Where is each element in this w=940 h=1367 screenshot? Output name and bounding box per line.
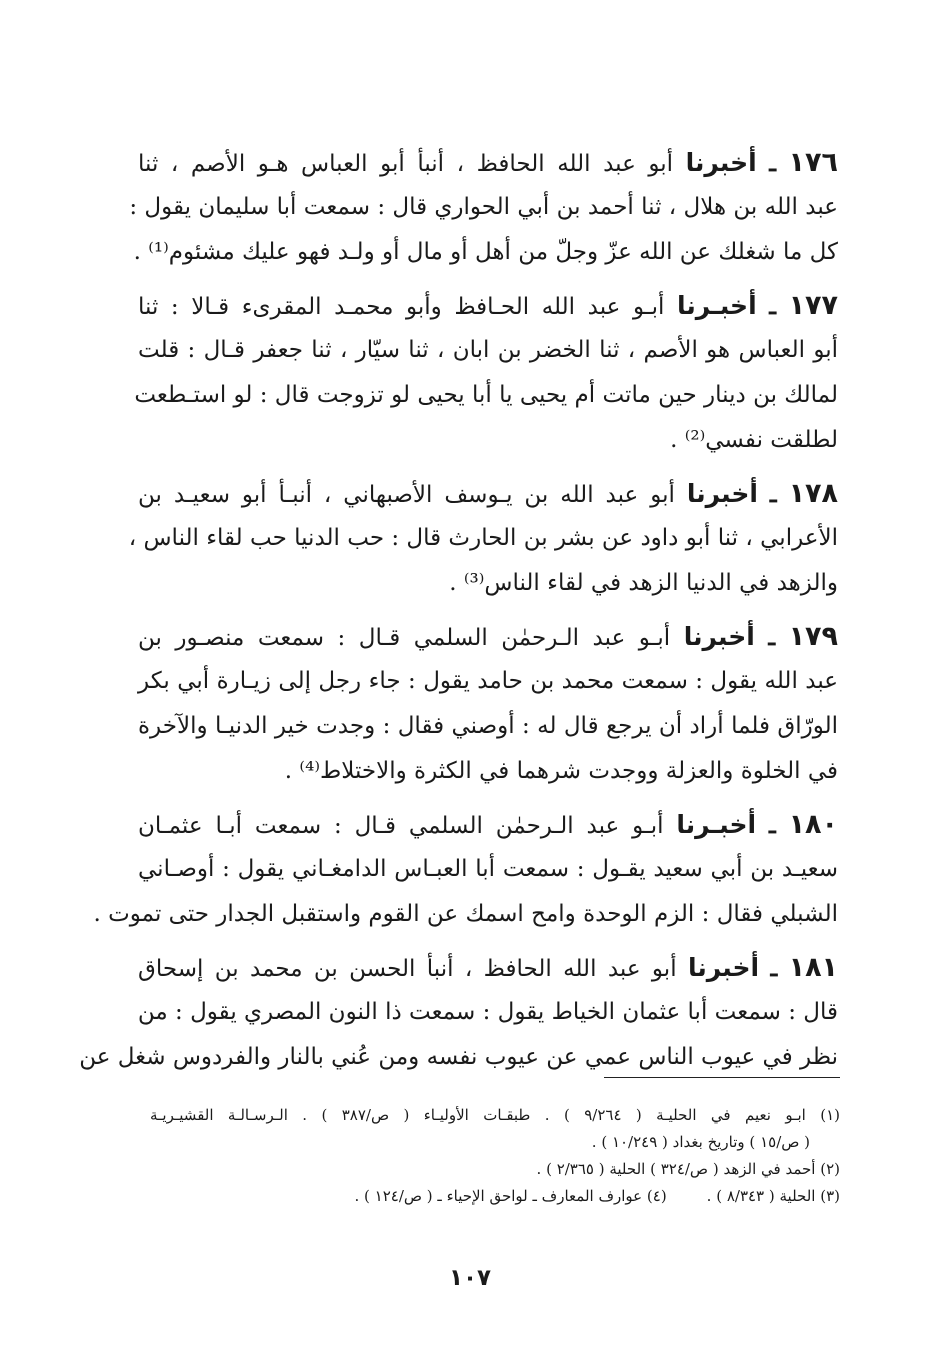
text-line: لطلقت نفسي⁽²⁾ . <box>670 427 838 453</box>
footnotes <box>150 1102 840 1210</box>
text-line: لمالك بن دينار حين ماتت أم يحيى يا أبا يحيى لو تزوجت قال : لو استـطعت <box>134 382 838 408</box>
line-text: أبو عبد الله بن يـوسف الأصبهاني ، أنبـأ أبو سعيـد بن <box>138 482 675 508</box>
entry-keyword: أخبرنا <box>686 479 758 508</box>
entry-keyword: أخبرنا <box>687 953 760 982</box>
entry-number: ١٧٦ <box>788 147 838 178</box>
hadith-entry-179 <box>138 614 838 794</box>
footnote-1-continued: ( ص/١٥ ) وتاريخ بغداد ( ١٠/٢٤٩ ) . <box>591 1133 810 1151</box>
hadith-entry-176 <box>129 140 838 275</box>
text-line: قال : سمعت أبا عثمان الخياط يقول : سمعت ذا النون المصري يقول : من <box>137 999 838 1025</box>
footnote-separator <box>604 1077 840 1078</box>
line-text: أبـو عبد الـرحمٰن السلمي قـال : سمعت أبـا عثمـان <box>138 813 664 839</box>
entry-keyword: أخبـرنا <box>676 810 757 839</box>
text-line: ١٨٠ ـ أخبـرنا أبـو عبد الـرحمٰن السلمي قـال : سمعت أبـا عثمـان <box>138 809 839 840</box>
page-number: ١٠٧ <box>448 1265 492 1291</box>
entry-keyword: أخبرنا <box>685 148 757 177</box>
text-line: سعيـد بن أبي سعيد يقـول : سمعت أبا العبـاس الدامغـاني يقول : أوصـاني <box>138 856 838 882</box>
line-text: أبو عبد الله الحافظ ، أنبأ الحسن بن محمد بن إسحاق <box>138 956 677 982</box>
footnote-2: (٢) أحمد في الزهد ( ص/٣٢٤ ) الحلية ( ٢/٣٦٥ ) . <box>536 1160 840 1178</box>
footnote-4: (٤) عوارف المعارف ـ لواحق الإحياء ـ ( ص/١٢٤ ) . <box>354 1187 667 1205</box>
text-line: نظر في عيوب الناس عمي عن عيوب نفسه ومن عُني بالنار والفردوس شغل عن <box>79 1044 838 1070</box>
entry-keyword: أخبـرنا <box>676 291 757 320</box>
text-line: أبو العباس هو الأصم ، ثنا الخضر بن ابان ، ثنا سيّار ، ثنا جعفر قـال : قلت <box>138 337 838 363</box>
text-line: الأعرابي ، ثنا أبو داود عن بشر بن الحارث قال : حب الدنيا حب لقاء الناس ، <box>128 525 838 551</box>
text-line: ١٧٧ ـ أخبـرنا أبـو عبد الله الحـافظ وأبو محمـد المقرىء قـالا : ثنا <box>138 290 839 321</box>
hadith-entry-178 <box>128 471 839 606</box>
line-text: أبـو عبد الـرحمٰن السلمي قـال : سمعت منصـور بن <box>138 625 671 651</box>
hadith-entry-177 <box>134 283 839 463</box>
text-line: ١٧٦ ـ أخبرنا أبو عبد الله الحافظ ، أنبأ أبو العباس هـو الأصم ، ثنا <box>138 147 838 178</box>
entry-keyword: أخبرنا <box>683 622 755 651</box>
line-text: أبـو عبد الله الحـافظ وأبو محمـد المقرىء قـالا : ثنا <box>138 294 665 320</box>
text-line: ١٧٨ ـ أخبرنا أبو عبد الله بن يـوسف الأصبهاني ، أنبـأ أبو سعيـد بن <box>138 478 839 509</box>
text-line: الورّاق فلما أراد أن يرجع قال له : أوصني فقال : وجدت خير الدنيـا والآخرة <box>138 713 838 739</box>
text-line: ١٧٩ ـ أخبرنا أبـو عبد الـرحمٰن السلمي قـال : سمعت منصـور بن <box>138 621 839 652</box>
text-line: ١٨١ ـ أخبرنا أبو عبد الله الحافظ ، أنبأ الحسن بن محمد بن إسحاق <box>138 952 839 983</box>
text-line: والزهد في الدنيا الزهد في لقاء الناس⁽³⁾ . <box>449 570 838 596</box>
entry-number: ١٧٧ <box>788 290 839 321</box>
hadith-entry-181 <box>79 945 839 1080</box>
text-line: عبد الله بن هلال ، ثنا أحمد بن أبي الحواري قال : سمعت أبا سليمان يقول : <box>129 194 838 220</box>
text-line: الشبلي فقال : الزم الوحدة وامح اسمك عن القوم واستقبل الجدار حتى تموت . <box>93 901 838 927</box>
entry-number: ١٨١ <box>788 952 839 983</box>
footnote-3: (٣) الحلية ( ٨/٣٤٣ ) . <box>706 1187 840 1205</box>
entry-number: ١٧٩ <box>788 621 839 652</box>
footnote-3-4-row <box>150 1183 840 1210</box>
entry-number: ١٧٨ <box>788 478 839 509</box>
text-line: كل ما شغلك عن الله عزّ وجلّ من أهل أو مال أو ولـد فهو عليك مشئوم⁽¹⁾ . <box>133 239 838 265</box>
text-line: عبد الله يقول : سمعت محمد بن حامد يقول : جاء رجل إلى زيـارة أبي بكر <box>138 668 838 694</box>
line-text: أبو عبد الله الحافظ ، أنبأ أبو العباس هـو الأصم ، ثنا <box>138 151 674 177</box>
entry-number: ١٨٠ <box>788 809 839 840</box>
hadith-entry-180 <box>93 802 839 937</box>
main-text <box>79 140 839 1088</box>
footnote-1: (١) ابـو نعيم في الحليـة ( ٩/٢٦٤ ) . طبقـات الأوليـاء ( ص/٣٨٧ ) . الـرسـالـة القشيـريـة <box>150 1106 840 1124</box>
text-line: في الخلوة والعزلة ووجدت شرهما في الكثرة والاختلاط⁽⁴⁾ . <box>284 758 838 784</box>
